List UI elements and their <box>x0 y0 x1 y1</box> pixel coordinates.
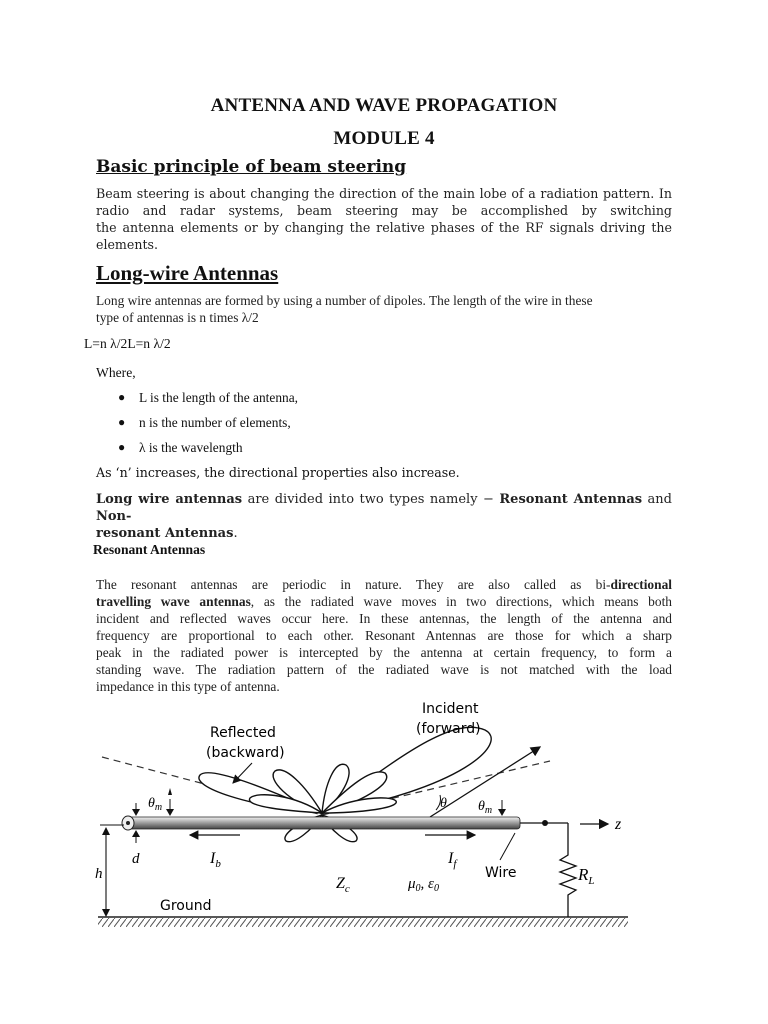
bullet-text: n is the number of elements, <box>139 415 291 430</box>
bullet-icon: ● <box>118 440 126 454</box>
bold-text: directional <box>610 577 672 592</box>
text-line <box>96 525 672 542</box>
text-span: The resonant antennas are periodic in nature. They are also called as bi- <box>96 577 611 592</box>
bold-text: Non- <box>96 509 132 524</box>
bullet-icon: ● <box>118 390 126 404</box>
ground-hatch <box>98 918 628 927</box>
bold-text: Long wire antennas <box>96 492 243 507</box>
text-line <box>96 593 672 610</box>
length-formula: L=n λ/2L=n λ/2 <box>84 336 171 351</box>
text-line: standing wave. The radiation pattern of the radiated wave is not matched with the load <box>96 662 672 677</box>
text-line: radio and radar systems, beam steering may be accomplished by switching <box>96 203 672 218</box>
text-span: and <box>642 492 673 507</box>
ground-label: Ground <box>160 898 212 914</box>
text-line: elements. <box>96 237 158 252</box>
bullet-text: L is the length of the antenna, <box>139 390 299 405</box>
bullet-item <box>118 390 299 406</box>
bold-text: travelling wave antennas <box>96 594 251 609</box>
bullet-item <box>118 440 243 456</box>
forward-label: (forward) <box>416 721 481 737</box>
text-span: , as the radiated wave moves in two directions, which means both <box>250 594 672 609</box>
if-label: $I_f$ <box>448 850 457 870</box>
mu-eps-label: $\mu_0$, $\varepsilon_0$ <box>408 876 439 894</box>
beam-steering-heading: Basic principle of beam steering <box>96 157 407 177</box>
wire-pointer <box>500 833 515 860</box>
ib-label: $I_b$ <box>210 850 221 870</box>
antenna-wire <box>128 817 520 829</box>
long-wire-intro <box>96 292 672 326</box>
h-label: h <box>95 866 103 882</box>
d-label: d <box>132 851 140 867</box>
reflected-label: Reflected <box>210 725 276 741</box>
where-label: Where, <box>96 365 136 380</box>
bold-text: Resonant Antennas <box>499 492 643 507</box>
beam-steering-paragraph <box>96 185 672 253</box>
theta-m-label-right: $\theta_m$ <box>478 799 493 816</box>
bullet-text: λ is the wavelength <box>139 440 243 455</box>
incident-label: Incident <box>422 701 479 717</box>
text-line: peak in the radiated power is intercepted by the antenna at certain frequency, to form a <box>96 645 672 660</box>
antenna-types-paragraph <box>96 491 672 542</box>
document-title: ANTENNA AND WAVE PROPAGATION <box>210 95 558 116</box>
bullet-icon: ● <box>118 415 126 429</box>
theta-m-label-left: $\theta_m$ <box>148 796 163 813</box>
z-label: z <box>615 816 622 833</box>
load-resistor <box>560 823 576 917</box>
bullet-item <box>118 415 291 431</box>
text-line: impedance in this type of antenna. <box>96 679 280 694</box>
text-span: are divided into two types namely − <box>242 492 500 507</box>
text-line <box>96 576 672 593</box>
module-title: MODULE 4 <box>333 128 435 149</box>
text-line: type of antennas is n times λ/2 <box>96 310 259 325</box>
text-line: frequency are proportional to each other. Resonant Antennas are those for which a sharp <box>96 628 672 643</box>
text-line: Beam steering is about changing the direction of the main lobe of a radiation pattern. In <box>96 186 672 201</box>
backward-label: (backward) <box>206 745 285 761</box>
resonant-paragraph <box>96 576 672 695</box>
theta-label: θ <box>440 796 447 811</box>
text-span: . <box>233 526 238 541</box>
resonant-heading: Resonant Antennas <box>93 542 206 557</box>
text-line: incident and reflected waves occur here. In these antennas, the length of the antenna and <box>96 611 672 626</box>
long-wire-heading: Long-wire Antennas <box>96 261 279 285</box>
increase-note: As ‘n’ increases, the directional properties also increase. <box>96 465 460 480</box>
zc-label: $Z_c$ <box>336 875 350 895</box>
text-line: Long wire antennas are formed by using a number of dipoles. The length of the wire in these <box>96 293 593 308</box>
resonant-antenna-figure <box>90 695 635 940</box>
wire-label: Wire <box>485 865 517 881</box>
bold-text: resonant Antennas <box>96 526 234 541</box>
text-line: the antenna elements or by changing the relative phases of the RF signals driving the <box>96 220 672 235</box>
text-line <box>96 491 672 525</box>
rl-label: $R_L$ <box>578 865 595 887</box>
